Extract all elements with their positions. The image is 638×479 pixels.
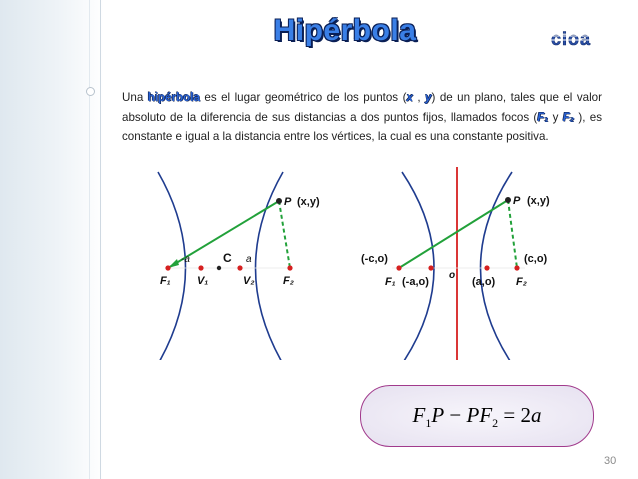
formula-sub-1: 1 [425,416,432,431]
text-segment: es el lugar geométrico de los puntos ( [199,91,407,104]
label-f2: F₂ [283,275,294,287]
label-v2: V₂ [243,275,255,287]
label-f1: F₁ [385,276,396,288]
focus-f2 [514,265,519,270]
left-diagram [158,172,320,360]
logo-text: cioa [550,29,592,49]
label-p: P [284,196,292,208]
var-y: y [425,91,432,104]
decor-line [89,0,90,479]
decor-line [100,0,101,479]
point-p [276,198,282,204]
right-diagram [361,167,550,360]
label-neg-a: (-a,o) [402,276,429,288]
label-xy: (x,y) [297,196,320,208]
formula-box [360,385,594,447]
left-hyperbola-branch [402,172,434,360]
vertex-v1 [198,265,203,270]
text-segment: , [412,91,426,104]
center-c [217,266,221,270]
label-f1: F₁ [160,275,171,287]
formula-P: P [431,403,445,427]
label-neg-c: (-c,o) [361,253,388,265]
logo [539,28,603,50]
text-segment: ), es constante e igual a la distancia entre los vértices, la cual es una constante positiva. [122,110,602,143]
formula-PF: PF [466,403,493,427]
segment-f1-p [399,200,508,268]
label-v1: V₁ [197,275,209,287]
definition-paragraph [122,88,602,147]
point-p [505,197,511,203]
text-segment: Una [122,91,148,104]
formula-a: a [531,403,542,427]
formula-F: F [412,403,426,427]
label-f2: F₂ [516,276,527,288]
text-segment: y [548,110,563,124]
page-number: 30 [604,455,617,467]
focus-f2-label: F₂ [562,110,575,124]
label-minus-a: -a [181,254,190,265]
formula-equals: = 2 [498,403,531,427]
var-x: x [406,91,413,104]
focus-f2 [287,265,292,270]
slide-title: Hipérbola [273,14,417,47]
label-origin: o [449,270,456,281]
label-a: a [246,254,252,265]
label-p: P [513,195,521,207]
focus-f1-label: F₁ [537,110,549,124]
label-c: C [223,251,232,265]
hyperbola-diagrams [130,160,600,360]
formula-sub-2: 2 [492,416,499,431]
formula-minus: − [444,403,467,427]
label-c: (c,o) [524,253,548,265]
bullet-circle [86,87,95,96]
vertex-pos-a [484,265,489,270]
term-hiperbola: hipérbola [147,91,200,104]
dashed-p-f2 [508,200,517,268]
label-xy: (x,y) [527,195,550,207]
dashed-p-f2 [279,201,290,268]
focus-f1 [396,265,401,270]
formula [361,403,593,431]
text-segment: ) de un plano, tales que el valor absoluto de la diferencia de sus distancias a dos puntos fijos, llamados focos ( [122,91,602,124]
label-pos-a: (a,o) [472,276,496,288]
focus-f1 [165,265,170,270]
vertex-neg-a [428,265,433,270]
vertex-v2 [237,265,242,270]
